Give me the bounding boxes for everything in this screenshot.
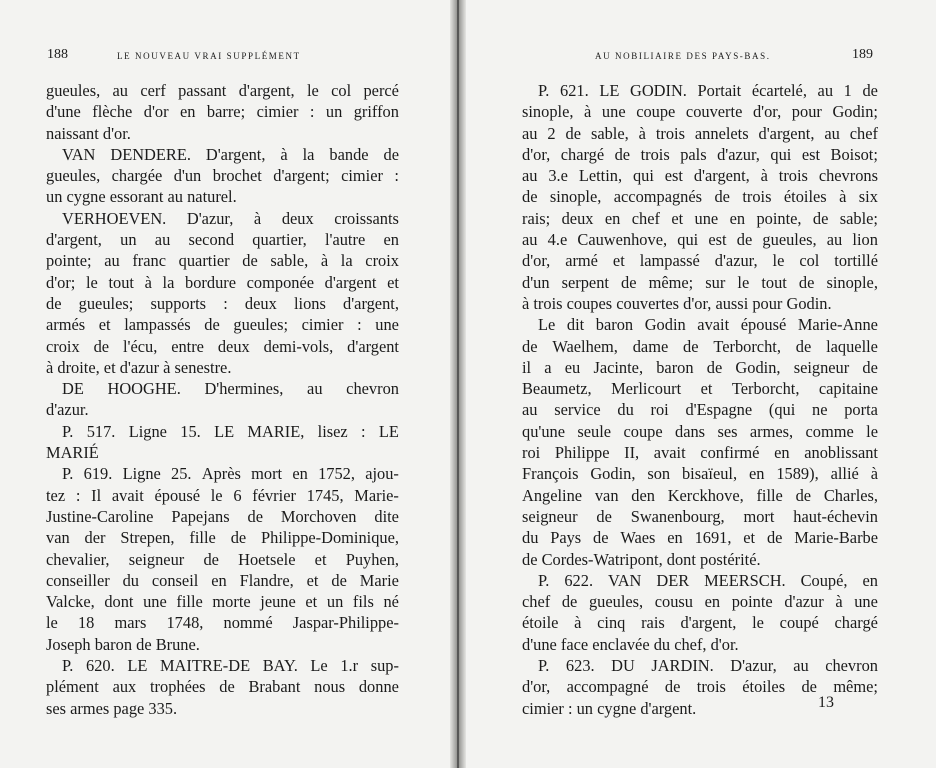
left-text-line: d'argent, un au second quartier, l'autre en [46, 230, 399, 250]
right-text-line: au 3.e Lettin, qui est d'argent, à trois chevrons [522, 166, 878, 186]
left-running-title: LE NOUVEAU VRAI SUPPLÉMENT [117, 51, 301, 61]
left-text-line: à droite, et d'azur à senestre. [46, 357, 232, 377]
right-text-line: sinople, à une coupe couverte d'or, pour Godin; [522, 102, 878, 122]
left-text-line: van der Strepen, fille de Philippe-Dominique, [46, 528, 399, 548]
right-text-line: Le dit baron Godin avait épousé Marie-Anne [538, 315, 878, 335]
left-text-line: gueules, au cerf passant d'argent, le col percé [46, 81, 399, 100]
right-text-line: rais; deux en chef et une en pointe, de sable; [522, 208, 878, 228]
left-text-line: Valcke, dont une fille morte jeune et un fils né [46, 592, 399, 612]
left-text-line: conseiller du conseil en Flandre, et de Marie [46, 570, 399, 590]
right-text-line: de Cordes-Watripont, dont postérité. [522, 549, 761, 569]
right-text-line: seigneur de Swanenbourg, mort haut-échevin [522, 506, 878, 526]
right-text-line: Angeline van den Kerckhove, fille de Charles, [522, 485, 878, 505]
right-text-line: étoile à cinq rais d'argent, le coupé chargé [522, 613, 878, 633]
right-text-line: François Godin, son bisaïeul, en 1589), allié à [522, 464, 878, 484]
left-page [0, 0, 456, 768]
left-text-line: VAN DENDERE. D'argent, à la bande de [62, 144, 399, 164]
right-text-line: d'or, chargé de trois pals d'azur, qui est Boisot; [522, 144, 878, 164]
right-text-line: au 2 de sable, à trois annelets d'argent, au chef [522, 123, 878, 143]
left-text-line: gueules, chargée d'un brochet d'argent; cimier : [46, 166, 399, 186]
left-text-line: armés et lampassés de gueules; cimier : une [46, 315, 399, 335]
left-text-line: croix de l'écu, entre deux demi-vols, d'argent [46, 336, 399, 356]
left-text-line: pointe; au franc quartier de sable, à la croix [46, 251, 399, 271]
left-text-line: P. 619. Ligne 25. Après mort en 1752, ajou- [62, 464, 399, 484]
left-text-line: de gueules; supports : deux lions d'argent, [46, 293, 399, 313]
left-text-line: Justine-Caroline Papejans de Morchoven dite [46, 506, 399, 526]
right-text-line: d'une face enclavée du chef, d'or. [522, 634, 739, 654]
right-text-line: P. 621. LE GODIN. Portait écartelé, au 1 de [538, 81, 878, 100]
left-text-line: DE HOOGHE. D'hermines, au chevron [62, 379, 399, 399]
left-text-line: plément aux trophées de Brabant nous donne [46, 677, 399, 697]
right-text-line: roi Philippe II, avait confirmé en anoblissant [522, 443, 878, 463]
right-text-line: du Pays de Waes en 1691, et de Marie-Barbe [522, 528, 878, 548]
right-text-line: au 4.e Cauwenhove, qui est de gueules, au lion [522, 230, 878, 250]
right-body-text [522, 80, 878, 719]
right-text-line: d'or, armé et lampassé d'azur, le col tortillé [522, 251, 878, 271]
left-text-line: d'or; le tout à la bordure componée d'argent et [46, 272, 399, 292]
right-text-line: chef de gueules, cousu en pointe d'azur à une [522, 592, 878, 612]
left-text-line: tez : Il avait épousé le 6 février 1745, Marie- [46, 485, 399, 505]
left-body-text [46, 80, 399, 719]
right-text-line: d'un serpent de même; sur le tout de sinople, [522, 272, 878, 292]
right-page [460, 0, 936, 768]
left-text-line: P. 517. Ligne 15. LE MARIE, lisez : LE [62, 421, 399, 441]
left-text-line: naissant d'or. [46, 123, 131, 143]
right-text-line: à trois coupes couvertes d'or, aussi pour Godin. [522, 293, 832, 313]
signature-mark: 13 [818, 694, 834, 711]
right-text-line: d'or, accompagné de trois étoiles de même; [522, 677, 878, 697]
left-text-line: d'azur. [46, 400, 89, 420]
right-text-line: il a eu Jacinte, baron de Godin, seigneur de [522, 357, 878, 377]
left-text-line: ses armes page 335. [46, 698, 178, 718]
right-text-line: P. 622. VAN DER MEERSCH. Coupé, en [538, 570, 878, 590]
right-page-number: 189 [852, 47, 873, 62]
left-text-line: le 18 mars 1748, nommé Jaspar-Philippe- [46, 613, 399, 633]
left-text-line: Joseph baron de Brune. [46, 634, 200, 654]
right-text-line: de Waelhem, dame de Terborcht, de laquelle [522, 336, 878, 356]
left-text-line: VERHOEVEN. D'azur, à deux croissants [62, 208, 399, 228]
left-text-line: P. 620. LE MAITRE-DE BAY. Le 1.r sup- [62, 656, 399, 676]
right-text-line: cimier : un cygne d'argent. [522, 698, 697, 718]
left-page-number: 188 [47, 47, 68, 62]
right-running-title: AU NOBILIAIRE DES PAYS-BAS. [595, 51, 771, 61]
left-text-line: un cygne essorant au naturel. [46, 187, 237, 207]
left-text-line: MARIÉ [46, 443, 99, 463]
right-text-line: de sinople, accompagnés de trois étoiles à six [522, 187, 878, 207]
left-text-line: d'une flèche d'or en barre; cimier : un griffon [46, 102, 399, 122]
left-text-line: chevalier, seigneur de Hoetsele et Puyhen, [46, 549, 399, 569]
right-text-line: P. 623. DU JARDIN. D'azur, au chevron [538, 656, 878, 676]
right-text-line: qu'une seule coupe dans ses armes, comme le [522, 421, 878, 441]
right-text-line: au service du roi d'Espagne (qui ne porta [522, 400, 878, 420]
right-text-line: Beaumetz, Merlicourt et Terborcht, capitaine [522, 379, 878, 399]
